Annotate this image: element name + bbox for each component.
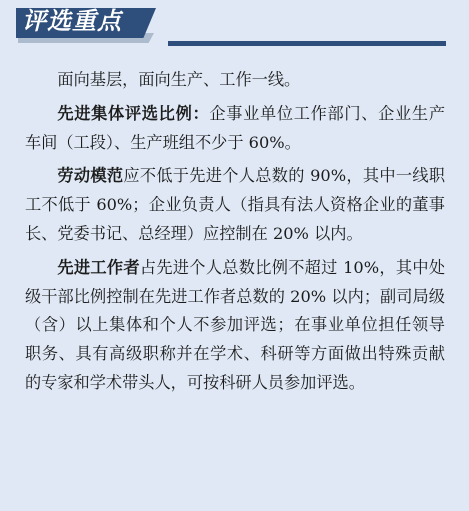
paragraph-1 xyxy=(25,66,445,95)
section-title: 评选重点 xyxy=(22,7,122,35)
paragraph-4 xyxy=(25,254,445,398)
body-text xyxy=(25,66,445,403)
paragraph-4-lead: 先进工作者 xyxy=(57,257,140,277)
paragraph-2-lead: 先进集体评选比例： xyxy=(57,103,210,123)
paragraph-1-text: 面向基层，面向生产、工作一线。 xyxy=(57,70,301,89)
paragraph-3-lead: 劳动模范 xyxy=(57,166,124,186)
paragraph-3 xyxy=(25,162,445,248)
header-rule xyxy=(168,41,446,46)
paragraph-2 xyxy=(25,100,445,158)
section-header xyxy=(0,0,469,58)
paragraph-2-text: 企事业单位工作部门、企业生产车间（工段）、生产班组不少于 60%。 xyxy=(25,103,446,152)
paragraph-3-text: 应不低于先进个人总数的 90%，其中一线职工不低于 60%；企业负责人（指具有法人资格企业的董事长、党委书记、总经理）应控制在 20% 以内。 xyxy=(25,166,446,243)
paragraph-4-text: 占先进个人总数比例不超过 10%，其中处级干部比例控制在先进工作者总数的 20% 以内；副司局级（含）以上集体和个人不参加评选；在事业单位担任领导职务、具有高级职称并在学术、科研等方面做出特殊贡献的专家和学术带头人，可按科研人员参加评选。 xyxy=(25,257,446,392)
